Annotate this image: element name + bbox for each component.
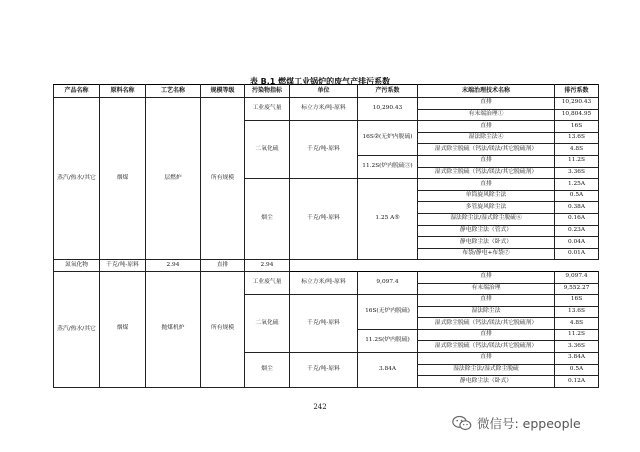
emission-cell: 3.36S [555, 167, 599, 179]
pollutant-cell: 二氧化硫 [245, 295, 290, 353]
header-cell: 原料名称 [100, 85, 146, 98]
coef-cell: 16S②(无炉内脱硫) [358, 121, 418, 156]
table-title: 表 B.1 燃煤工业锅炉的废气产排污系数 [249, 77, 391, 86]
emission-cell: 4.8S [555, 144, 599, 156]
treatment-cell: 直排 [418, 121, 555, 133]
treatment-cell: 直排 [418, 98, 555, 110]
emission-cell: 0.5A [555, 190, 599, 202]
wechat-watermark [452, 414, 581, 432]
treatment-cell: 直排 [418, 155, 555, 167]
unit-cell: 标立方米/吨-原料 [290, 271, 358, 294]
unit-cell: 千克/吨-原料 [290, 353, 358, 388]
header-cell: 产污系数 [358, 85, 418, 98]
treatment-cell: 湿式除尘脱硫（钙法/镁法/其它脱硫剂） [418, 341, 555, 353]
treatment-cell: 直排 [201, 260, 245, 272]
treatment-cell: 湿式除尘脱硫（钙法/镁法/其它脱硫剂） [418, 318, 555, 330]
emission-factor-table [53, 84, 599, 388]
emission-cell: 11.2S [555, 329, 599, 341]
header-row [54, 85, 599, 98]
emission-cell: 2.94 [245, 260, 290, 272]
unit-cell: 千克/吨-原料 [290, 121, 358, 179]
emission-cell: 0.01A [555, 248, 599, 260]
emission-cell: 0.04A [555, 237, 599, 249]
watermark-text: 微信号: eppeople [477, 416, 581, 431]
product-cell: 蒸汽/热水/其它 [54, 271, 100, 387]
emission-cell: 13.6S [555, 132, 599, 144]
header-cell: 规模等级 [201, 85, 245, 98]
treatment-cell: 静电除尘法（卧式） [418, 237, 555, 249]
emission-cell: 13.6S [555, 306, 599, 318]
treatment-cell: 湿法除尘法/湿式除尘脱硫 [418, 364, 555, 376]
coef-cell: 10,290.43 [358, 98, 418, 121]
treatment-cell: 湿法除尘法 [418, 306, 555, 318]
treatment-cell: 直排 [418, 271, 555, 283]
treatment-cell: 有末端治理① [418, 109, 555, 121]
header-cell: 工艺名称 [146, 85, 201, 98]
emission-cell: 9,097.4 [555, 271, 599, 283]
coef-cell: 11.2S(炉内脱硫③) [358, 155, 418, 178]
treatment-cell: 直排 [418, 295, 555, 307]
pollutant-cell: 工业废气量 [245, 98, 290, 121]
table-row [54, 271, 599, 283]
material-cell: 烟煤 [100, 98, 146, 260]
treatment-cell: 静电除尘法（管式） [418, 225, 555, 237]
emission-cell: 11.2S [555, 155, 599, 167]
emission-cell: 4.8S [555, 318, 599, 330]
treatment-cell: 有末端治理 [418, 283, 555, 295]
unit-cell: 千克/吨-原料 [290, 295, 358, 353]
scale-cell: 所有规模 [201, 271, 245, 387]
process-cell: 抛煤机炉 [146, 271, 201, 387]
page-number: 242 [313, 403, 327, 411]
coef-cell: 2.94 [146, 260, 201, 272]
emission-cell: 1.25A [555, 179, 599, 191]
coef-cell: 11.2S(炉内脱硫) [358, 329, 418, 352]
table-row [54, 98, 599, 110]
header-cell: 末端治理技术名称 [418, 85, 555, 98]
coef-cell: 1.25 A⑤ [358, 179, 418, 260]
header-cell: 排污系数 [555, 85, 599, 98]
treatment-cell: 湿式除尘脱硫（钙法/镁法/其它脱硫剂） [418, 144, 555, 156]
scale-cell: 所有规模 [201, 98, 245, 260]
coef-cell: 9,097.4 [358, 271, 418, 294]
treatment-cell: 静电除尘法（卧式） [418, 376, 555, 388]
emission-cell: 3.84A [555, 353, 599, 365]
emission-cell: 10,290.43 [555, 98, 599, 110]
emission-cell: 16S [555, 295, 599, 307]
product-cell: 蒸汽/热水/其它 [54, 98, 100, 260]
pollutant-cell: 工业废气量 [245, 271, 290, 294]
treatment-cell: 直排 [418, 353, 555, 365]
wechat-icon [452, 415, 472, 432]
unit-cell: 标立方米/吨-原料 [290, 98, 358, 121]
treatment-cell: 直排 [418, 179, 555, 191]
emission-cell: 0.16A [555, 213, 599, 225]
treatment-cell: 湿式除尘脱硫（钙法/镁法/其它脱硫剂） [418, 167, 555, 179]
pollutant-cell: 二氧化硫 [245, 121, 290, 179]
emission-cell: 0.38A [555, 202, 599, 214]
treatment-cell: 布袋/静电+布袋⑦ [418, 248, 555, 260]
emission-cell: 0.12A [555, 376, 599, 388]
emission-cell: 3.36S [555, 341, 599, 353]
pollutant-cell: 氮氧化物 [54, 260, 100, 272]
treatment-cell: 单筒旋风除尘法 [418, 190, 555, 202]
header-cell: 污染物指标 [245, 85, 290, 98]
table-row [54, 260, 599, 272]
coef-cell: 16S(无炉内脱硫) [358, 295, 418, 330]
emission-cell: 0.23A [555, 225, 599, 237]
emission-cell: 9,552.27 [555, 283, 599, 295]
treatment-cell: 湿法除尘法/湿式除尘脱硫⑥ [418, 213, 555, 225]
process-cell: 层燃炉 [146, 98, 201, 260]
emission-cell: 16S [555, 121, 599, 133]
material-cell: 烟煤 [100, 271, 146, 387]
pollutant-cell: 烟尘 [245, 179, 290, 260]
header-cell: 产品名称 [54, 85, 100, 98]
emission-cell: 0.5A [555, 364, 599, 376]
unit-cell: 千克/吨-原料 [100, 260, 146, 272]
pollutant-cell: 烟尘 [245, 353, 290, 388]
coef-cell: 3.84A [358, 353, 418, 388]
treatment-cell: 直排 [418, 329, 555, 341]
treatment-cell: 多管旋风除尘法 [418, 202, 555, 214]
unit-cell: 千克/吨-原料 [290, 179, 358, 260]
header-cell: 单位 [290, 85, 358, 98]
emission-cell: 10,804.95 [555, 109, 599, 121]
treatment-cell: 湿法除尘法④ [418, 132, 555, 144]
